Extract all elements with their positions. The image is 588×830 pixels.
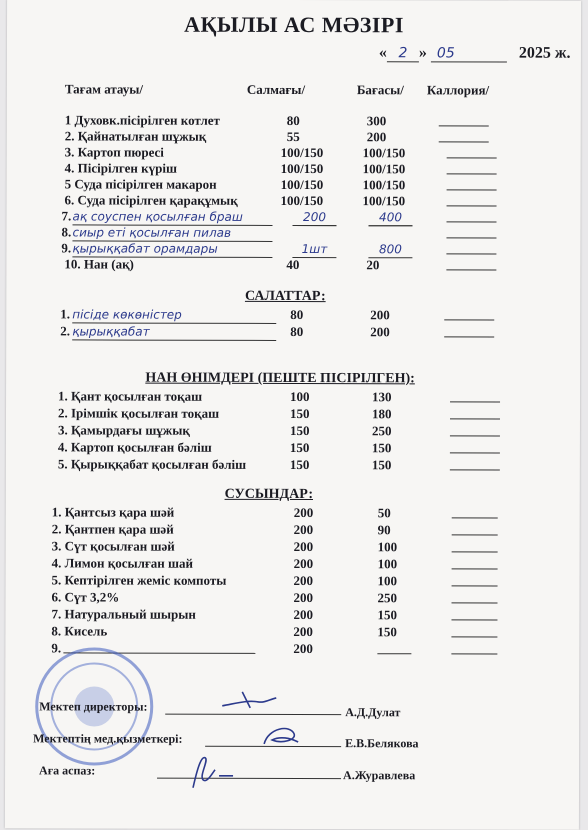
bread-calories-blank bbox=[450, 440, 500, 453]
drink-weight: 200 bbox=[293, 590, 314, 606]
drink-name: 5. Кептірілген жеміс компоты bbox=[51, 572, 227, 588]
bread-weight: 100 bbox=[290, 388, 310, 405]
column-header-name: Тағам атауы/ bbox=[64, 81, 144, 97]
drink-calories-blank bbox=[451, 624, 497, 637]
dish-price: 100/150 bbox=[362, 177, 406, 193]
dish-calories-blank bbox=[439, 113, 489, 126]
dish-price: 400 bbox=[368, 209, 412, 226]
salad-price: 200 bbox=[370, 307, 390, 323]
bread-weight: 150 bbox=[289, 456, 310, 473]
drink-row bbox=[6, 538, 580, 556]
drink-price: 90 bbox=[377, 522, 391, 538]
dish-name: 1 Духовк.пісірілген котлет bbox=[64, 112, 220, 128]
menu-sheet bbox=[5, 0, 581, 830]
column-header-price: Бағасы/ bbox=[356, 82, 404, 98]
dish-price: 20 bbox=[366, 257, 380, 273]
drink-price: 100 bbox=[377, 573, 398, 589]
bread-price: 150 bbox=[371, 457, 392, 473]
dish-calories-blank bbox=[446, 241, 496, 254]
bread-row bbox=[6, 422, 580, 440]
dish-calories-blank bbox=[446, 225, 496, 238]
dish-weight: 100/150 bbox=[280, 176, 324, 193]
drink-calories-blank bbox=[452, 590, 498, 603]
salad-name: пісіде көкөністер bbox=[72, 306, 276, 324]
dish-name: 6. Суда пісірілген қарақұмық bbox=[64, 192, 238, 208]
director-name: А.Д.Дулат bbox=[345, 705, 401, 720]
dish-row bbox=[7, 192, 581, 210]
chef-label: Аға аспаз: bbox=[39, 763, 96, 778]
drink-name: 1. Қантсыз қара шәй bbox=[51, 504, 175, 520]
drink-calories-blank bbox=[452, 505, 498, 518]
salad-row bbox=[6, 306, 580, 324]
drink-row bbox=[6, 521, 580, 539]
dish-number: 7. bbox=[61, 208, 72, 224]
drink-name: 9. bbox=[51, 640, 62, 656]
dish-row bbox=[6, 240, 580, 258]
drink-weight: 200 bbox=[293, 539, 314, 555]
bread-price: 180 bbox=[371, 406, 392, 422]
drink-name: 7. Натуральный шырын bbox=[51, 606, 196, 622]
bread-calories-blank bbox=[450, 389, 500, 402]
dish-name: 4. Пісірілген күріш bbox=[64, 160, 177, 176]
drink-price: 250 bbox=[377, 590, 398, 606]
dish-weight: 1шт bbox=[292, 241, 336, 258]
bread-weight: 150 bbox=[289, 439, 310, 456]
drink-name: 8. Кисель bbox=[51, 623, 108, 639]
salad-name: қырыққабат bbox=[72, 323, 276, 341]
drink-price: 100 bbox=[377, 556, 398, 572]
dish-weight: 100/150 bbox=[280, 192, 324, 209]
dish-row bbox=[6, 256, 580, 274]
bread-weight: 150 bbox=[289, 405, 310, 422]
drink-price: 150 bbox=[377, 607, 397, 623]
drink-weight: 200 bbox=[293, 641, 313, 657]
dish-name: 3. Картоп пюресі bbox=[64, 144, 164, 160]
drink-price: 100 bbox=[377, 539, 398, 555]
drink-calories-blank bbox=[452, 539, 498, 552]
drink-price: 50 bbox=[377, 505, 391, 521]
drink-weight: 200 bbox=[293, 624, 313, 640]
dish-calories-blank bbox=[447, 177, 497, 190]
drink-weight: 200 bbox=[293, 556, 314, 572]
dish-row bbox=[6, 208, 580, 226]
dish-row bbox=[7, 144, 581, 162]
bread-name: 1. Қант қосылған тоқаш bbox=[58, 388, 203, 404]
dish-name: 5 Суда пісірілген макарон bbox=[64, 176, 217, 192]
salad-row bbox=[6, 323, 580, 341]
date-year: 2025 ж. bbox=[518, 44, 571, 62]
dish-row bbox=[7, 160, 581, 178]
bread-name: 2. Ірімшік қосылған тоқаш bbox=[57, 405, 220, 421]
director-label: Мектеп директоры: bbox=[39, 699, 148, 714]
bread-calories-blank bbox=[450, 423, 500, 436]
drink-row bbox=[6, 572, 580, 590]
drinks-heading: СУСЫНДАР: bbox=[224, 486, 314, 503]
column-header-calories: Каллория/ bbox=[426, 82, 490, 98]
dish-name: ақ соуспен қосылған браш bbox=[72, 208, 272, 226]
director-signature-icon bbox=[220, 688, 280, 712]
date-close-quote: » bbox=[418, 44, 427, 62]
drink-price: 150 bbox=[377, 624, 397, 640]
dish-weight: 40 bbox=[286, 256, 300, 273]
dish-weight: 100/150 bbox=[280, 160, 324, 177]
salad-number: 1. bbox=[60, 306, 71, 322]
bread-heading: НАН ӨНІМДЕРІ (ПЕШТЕ ПІСІРІЛГЕН): bbox=[145, 370, 415, 387]
bread-price: 130 bbox=[372, 389, 392, 405]
drink-calories-blank bbox=[452, 573, 498, 586]
column-header-weight: Салмағы/ bbox=[246, 81, 306, 98]
dish-price: 100/150 bbox=[362, 193, 406, 209]
bread-name: 3. Қамырдағы шұжық bbox=[57, 422, 190, 438]
bread-name: 4. Картоп қосылған бәліш bbox=[57, 439, 212, 455]
dish-price: 100/150 bbox=[362, 161, 406, 177]
dish-name: 10. Нан (ақ) bbox=[64, 256, 134, 272]
dish-price bbox=[368, 225, 412, 226]
medic-name: Е.В.Белякова bbox=[345, 736, 419, 751]
salad-calories-blank bbox=[444, 324, 494, 337]
drink-calories-blank bbox=[451, 607, 497, 620]
bread-calories-blank bbox=[450, 406, 500, 419]
dish-name: 2. Қайнатылған шұжық bbox=[64, 128, 207, 144]
drink-name: 4. Лимон қосылған шай bbox=[51, 555, 194, 571]
drink-calories-blank bbox=[452, 556, 498, 569]
dish-calories-blank bbox=[439, 129, 489, 142]
drink-row bbox=[5, 606, 579, 624]
drink-name: 2. Қантпен қара шәй bbox=[51, 521, 174, 537]
dish-number: 9. bbox=[61, 240, 72, 256]
drink-row bbox=[5, 623, 579, 641]
dish-calories-blank bbox=[447, 193, 497, 206]
drink-name: 3. Сүт қосылған шәй bbox=[51, 538, 175, 554]
salad-calories-blank bbox=[444, 307, 494, 320]
salad-price: 200 bbox=[370, 324, 390, 340]
dish-weight: 100/150 bbox=[280, 144, 324, 161]
dish-number: 8. bbox=[61, 224, 72, 240]
bread-row bbox=[6, 456, 580, 474]
director-signature-line bbox=[165, 714, 341, 715]
chef-name: А.Журавлева bbox=[343, 768, 416, 783]
drink-weight: 200 bbox=[293, 505, 314, 521]
salads-heading: САЛАТТАР: bbox=[244, 288, 326, 305]
dish-row bbox=[7, 112, 581, 130]
drink-name: 6. Сүт 3,2% bbox=[51, 589, 120, 605]
bread-name: 5. Қырыққабат қосылған бәліш bbox=[57, 456, 247, 472]
dish-calories-blank bbox=[447, 145, 497, 158]
dish-calories-blank bbox=[447, 209, 497, 222]
bread-row bbox=[6, 405, 580, 423]
dish-row bbox=[7, 128, 581, 146]
dish-weight bbox=[292, 225, 336, 226]
dish-calories-blank bbox=[446, 257, 496, 270]
dish-price: 100/150 bbox=[362, 145, 406, 161]
dish-calories-blank bbox=[447, 161, 497, 174]
date-day: 2 bbox=[387, 45, 419, 62]
drink-weight: 200 bbox=[293, 607, 313, 623]
medic-signature-icon bbox=[260, 722, 302, 750]
bread-price: 150 bbox=[371, 440, 392, 456]
bread-calories-blank bbox=[450, 457, 500, 470]
dish-name: қырыққабат орамдары bbox=[72, 240, 272, 258]
drink-weight: 200 bbox=[293, 573, 314, 589]
date-month: 05 bbox=[431, 45, 507, 62]
dish-price: 300 bbox=[366, 113, 387, 129]
dish-name: сиыр еті қосылған пилав bbox=[72, 224, 272, 242]
dish-price: 800 bbox=[368, 241, 412, 258]
bread-price: 250 bbox=[371, 423, 392, 439]
date-open-quote: « bbox=[378, 44, 387, 62]
dish-weight: 200 bbox=[292, 209, 336, 226]
menu-date bbox=[379, 44, 584, 63]
chef-signature-icon bbox=[183, 750, 243, 792]
drink-weight: 200 bbox=[293, 522, 314, 538]
salad-weight: 80 bbox=[290, 306, 304, 323]
bread-row bbox=[6, 388, 580, 406]
dish-weight: 80 bbox=[286, 112, 300, 129]
medic-label: Мектептің мед.қызметкері: bbox=[33, 731, 183, 746]
dish-row bbox=[6, 224, 580, 242]
drink-price bbox=[377, 641, 411, 654]
bread-weight: 150 bbox=[289, 422, 310, 439]
bread-row bbox=[6, 439, 580, 457]
salad-number: 2. bbox=[60, 323, 70, 339]
drink-row bbox=[6, 504, 580, 522]
salad-weight: 80 bbox=[290, 323, 304, 340]
drink-row bbox=[6, 555, 580, 573]
drink-calories-blank bbox=[451, 641, 497, 654]
drink-row bbox=[5, 589, 579, 607]
dish-row bbox=[7, 176, 581, 194]
page-title: АҚЫЛЫ АС МӘЗІРІ bbox=[184, 11, 404, 38]
drink-calories-blank bbox=[452, 522, 498, 535]
dish-weight: 55 bbox=[286, 128, 300, 145]
dish-price: 200 bbox=[366, 129, 387, 145]
